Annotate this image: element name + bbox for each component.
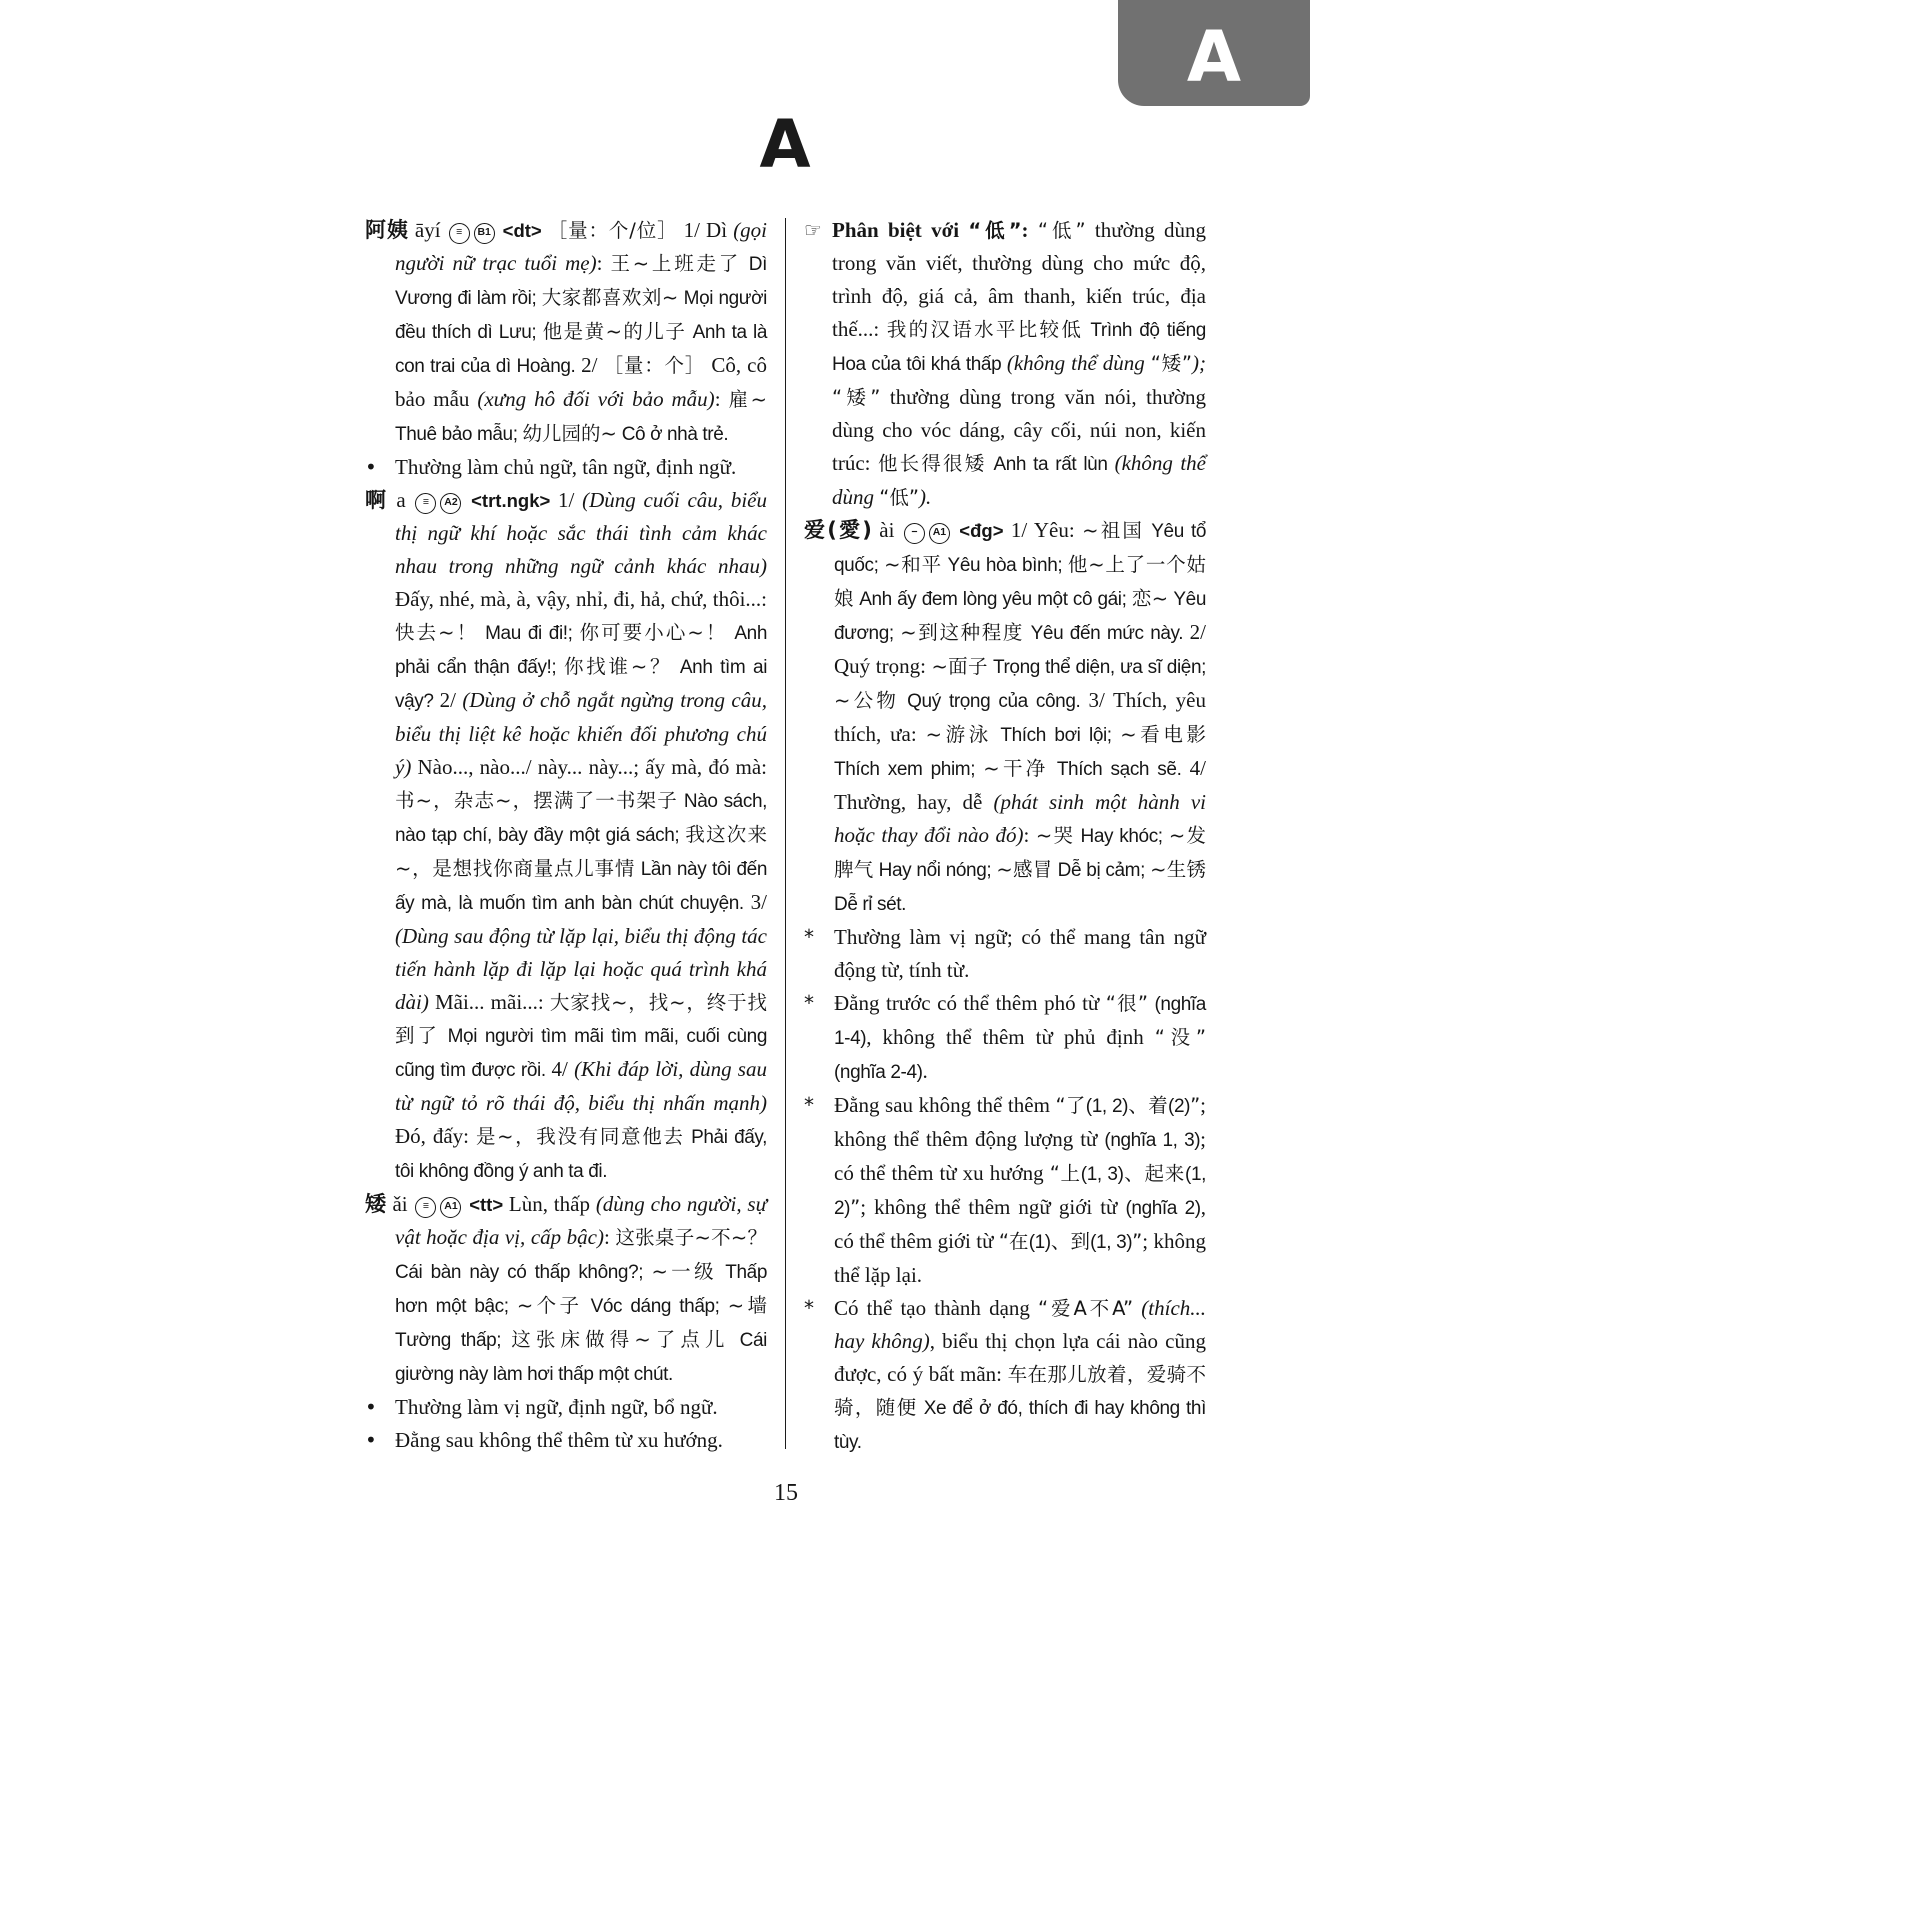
text-run: ~游泳 — [925, 723, 992, 746]
text-run: Tường thấp; — [395, 1330, 512, 1351]
text-run: “低” — [1037, 219, 1086, 242]
text-run: <trt.ngk> — [463, 490, 558, 511]
text-run: 是~，我没有同意他去 — [475, 1125, 685, 1148]
text-run: . — [922, 1059, 928, 1083]
text-run: Phân biệt với — [832, 218, 969, 242]
text-run: “了 — [1055, 1094, 1086, 1117]
dictionary-entry — [365, 1188, 767, 1391]
text-run: 我这次来~，是想找你商量点儿事情 — [395, 823, 767, 880]
level-badge: − — [904, 523, 925, 544]
text-run: ). — [918, 485, 932, 509]
text-run: ~生锈 — [1150, 858, 1206, 881]
dictionary-entry — [804, 514, 1206, 921]
list-marker-icon: • — [365, 1428, 377, 1452]
page-number: 15 — [774, 1480, 798, 1506]
text-run: (gọi người nữ trạc tuổi mẹ) — [395, 218, 768, 275]
text-run: Nào sách, nào tạp chí, bày đầy một giá sách; — [395, 791, 767, 846]
text-run: 恋~ — [1131, 587, 1169, 610]
text-run: Thường làm chủ ngữ, tân ngữ, định ngữ. — [395, 455, 737, 479]
text-run: 我的汉语水平比较低 — [886, 318, 1084, 341]
text-run: 、起来 — [1123, 1162, 1186, 1185]
text-run: a — [388, 488, 414, 512]
bullet-note — [365, 451, 767, 484]
text-run: ~个子 — [516, 1294, 583, 1317]
text-run: Xe để ở đó, thích đi hay không thì tùy. — [834, 1398, 1206, 1453]
text-run: “上 — [1049, 1162, 1081, 1185]
text-run: (thích... hay không) — [834, 1296, 1207, 1353]
text-run: “爱A不A” — [1038, 1297, 1134, 1320]
text-run: (2) — [1168, 1096, 1191, 1117]
text-run: (Dùng ở chỗ ngắt ngừng trong câu, biểu thị liệt kê hoặc khiến đối phương chú ý) — [395, 688, 768, 779]
text-run: <dt> — [496, 220, 548, 241]
text-run: Đó, đấy: — [395, 1124, 476, 1148]
text-run: ; không thể thêm ngữ giới từ — [860, 1195, 1126, 1219]
level-badge: A1 — [929, 523, 950, 544]
text-run: ~公物 — [834, 689, 900, 712]
text-run: 王~上班走了 — [610, 252, 742, 275]
text-run: ; không thể thêm động lượng từ — [834, 1093, 1207, 1151]
text-run: Thường làm vị ngữ, định ngữ, bổ ngữ. — [395, 1395, 718, 1419]
text-run: <tt> — [463, 1194, 509, 1215]
text-run: ~看电影 — [1120, 723, 1206, 746]
text-run: : — [596, 251, 611, 275]
star-note — [804, 987, 1206, 1089]
text-run: 他长得很矮 — [877, 452, 987, 475]
text-run: Anh ấy đem lòng yêu một cô gái; — [853, 589, 1132, 610]
text-run: Thường làm vị ngữ; có thể mang tân ngữ động từ, tính từ. — [834, 925, 1206, 982]
text-run: 你找谁~？ — [563, 655, 673, 678]
text-run: 1/ — [557, 488, 583, 512]
text-run: Thích xem phim; — [834, 759, 984, 780]
list-marker-icon: • — [365, 1395, 377, 1419]
text-run: ~哭 — [1035, 824, 1075, 847]
text-run: 这张桌子~不~？ — [615, 1226, 767, 1249]
text-run: “低” — [879, 486, 919, 509]
text-run: (nghĩa 1, 3) — [1104, 1130, 1201, 1151]
text-run: : — [1023, 823, 1036, 847]
level-badge: ≡ — [415, 493, 436, 514]
star-note — [804, 1292, 1206, 1459]
text-run: Mọi người đều thích dì Lưu; — [395, 288, 767, 343]
text-run: Cô, cô bảo mẫu — [395, 353, 767, 411]
text-run: Yêu đương; — [834, 589, 1206, 644]
dictionary-entry — [365, 214, 767, 451]
text-run: Thích sạch sẽ. — [1048, 759, 1190, 780]
text-run: Dễ bị cảm; — [1052, 860, 1151, 881]
text-run: Đằng sau không thể thêm — [834, 1093, 1056, 1117]
headword: 爱(愛) — [804, 518, 872, 542]
text-run: āyí — [408, 218, 447, 242]
text-run: (Dùng cuối câu, biểu thị ngữ khí hoặc sắc thái tình cảm khác nhau trong những ngữ cảnh khác nhau) — [395, 488, 767, 578]
level-badge: A1 — [440, 1197, 461, 1218]
text-run: : — [714, 387, 729, 411]
text-run: Dì Vương đi làm rồi; — [395, 254, 767, 309]
text-run: ~祖国 — [1082, 519, 1145, 542]
text-run: Thấp hơn một bậc; — [395, 1262, 767, 1317]
text-run: (không thể dùng — [832, 451, 1206, 509]
list-marker-icon: * — [804, 925, 814, 949]
text-run: 2/ — [581, 353, 604, 377]
text-run: Dễ rỉ sét. — [834, 894, 907, 915]
text-run: 、着 — [1128, 1094, 1169, 1117]
text-run: , không thể thêm từ phủ định — [866, 1025, 1155, 1049]
text-run: 车在那儿放着，爱骑不骑，随便 — [834, 1363, 1206, 1419]
text-run: ~墙 — [727, 1294, 767, 1317]
hand-note — [804, 214, 1206, 514]
text-run: (1, 3) — [1090, 1232, 1133, 1253]
text-run: (nghĩa 2) — [1125, 1198, 1201, 1219]
text-run: Có thể tạo thành dạng — [834, 1296, 1039, 1320]
text-run: Yêu hòa bình; — [941, 555, 1068, 576]
text-run: “在 — [998, 1230, 1029, 1253]
section-tab — [1118, 0, 1310, 106]
text-run: 2/ Quý trọng: — [834, 620, 1206, 678]
dictionary-content — [365, 214, 1207, 1459]
text-run: Phải đấy, tôi không đồng ý anh ta đi. — [395, 1127, 768, 1182]
text-run: 大家都喜欢刘~ — [541, 286, 679, 309]
text-run: Đấy, nhé, mà, à, vậy, nhỉ, đi, hả, chứ, thôi...: — [395, 587, 767, 611]
text-run: (1, 2) — [834, 1164, 1206, 1219]
text-run: 书~，杂志~，摆满了一书架子 — [395, 789, 678, 812]
text-run: Yêu đến mức này. — [1024, 623, 1190, 644]
text-run: (nghĩa 1-4) — [834, 994, 1206, 1049]
dictionary-entry — [365, 484, 767, 1188]
text-run: , biểu thị chọn lựa cái nào cũng được, có ý bất mãn: — [834, 1329, 1206, 1386]
text-run: (1, 2) — [1085, 1096, 1129, 1117]
text-run: ” — [850, 1196, 861, 1219]
text-run: <đg> — [951, 520, 1011, 541]
text-run: ~感冒 — [996, 858, 1053, 881]
text-run: (không thể dùng — [1006, 351, 1151, 375]
text-run: “低” — [968, 219, 1022, 242]
text-run: ~和平 — [884, 553, 942, 576]
text-run: Anh ta là con trai của dì Hoàng. — [395, 322, 767, 377]
section-heading: A — [759, 106, 813, 183]
text-run: ; không thể lặp lại. — [834, 1229, 1206, 1287]
text-run: thường dùng trong văn viết, thường dùng cho mức độ, trình độ, giá cả, âm thanh, kiến trúc, địa thế...: — [832, 218, 1206, 341]
text-run: 他~上了一个姑娘 — [834, 553, 1207, 610]
text-run: 3/ Thích, yêu thích, ưa: — [834, 688, 1206, 746]
text-run: Cái bàn này có thấp không?; — [395, 1262, 652, 1283]
text-run: (xưng hô đối với bảo mẫu) — [477, 387, 715, 411]
text-run: ［量：个/位］ — [547, 219, 678, 242]
text-run: 、到 — [1050, 1230, 1091, 1253]
headword: 啊 — [365, 488, 389, 512]
text-run: Anh phải cẩn thận đấy!; — [395, 623, 768, 678]
text-run: ” — [1190, 1094, 1201, 1117]
text-run: 他是黄~的儿子 — [542, 320, 687, 343]
text-run: ǎi — [386, 1192, 414, 1216]
list-marker-icon: • — [365, 455, 377, 479]
text-run: Yêu tổ quốc; — [834, 521, 1206, 576]
star-note — [804, 1089, 1206, 1292]
text-run: ~一级 — [651, 1260, 717, 1283]
text-run: 1/ Dì — [677, 218, 734, 242]
text-run: (nghĩa 2-4) — [834, 1062, 923, 1083]
text-run: (phát sinh một hành vi hoặc thay đổi nào đó) — [834, 790, 1206, 847]
level-badge: ≡ — [415, 1197, 436, 1218]
text-run: “很” — [1105, 992, 1148, 1015]
text-run: : — [604, 1225, 616, 1249]
text-run: Mãi... mãi...: — [428, 990, 550, 1014]
left-column — [365, 214, 767, 1459]
text-run: Thích bơi lội; — [991, 725, 1121, 746]
text-run: Đằng sau không thể thêm từ xu hướng. — [395, 1428, 723, 1452]
text-run: , có thể thêm giới từ — [834, 1195, 1206, 1253]
text-run: Cô ở nhà trẻ. — [616, 424, 729, 445]
text-run: ~面子 — [931, 655, 988, 678]
text-run: Thuê bảo mẫu; — [395, 424, 523, 445]
text-run: Mọi người tìm mãi tìm mãi, cuối cùng cũng tìm được rồi. — [395, 1026, 767, 1081]
star-note — [804, 921, 1206, 987]
list-marker-icon: * — [804, 1296, 814, 1320]
text-run: Hay nổi nóng; — [873, 860, 997, 881]
level-badge: ≡ — [449, 223, 470, 244]
text-run: Nào..., nào.../ này... này...; ấy mà, đó mà: — [411, 755, 767, 779]
text-run: 2/ — [439, 688, 463, 712]
bullet-note — [365, 1391, 767, 1424]
text-run: Anh ta rất lùn — [986, 454, 1115, 475]
text-run: (Dùng sau động từ lặp lại, biểu thị động tác tiến hành lặp đi lặp lại hoặc quá trình khá dài) — [395, 924, 767, 1014]
text-run: 1/ Yêu: — [1010, 518, 1083, 542]
right-column — [804, 214, 1206, 1459]
text-run: Hay khóc; — [1074, 826, 1169, 847]
text-run: Lùn, thấp — [508, 1192, 596, 1216]
text-run: Cái giường này làm hơi thấp một chút. — [395, 1330, 767, 1385]
text-run: Trình độ tiếng Hoa của tôi khá thấp — [832, 320, 1206, 375]
text-run: Trọng thể diện, ưa sĩ diện; — [987, 657, 1207, 678]
text-run: 4/ — [551, 1057, 575, 1081]
section-tab-letter: A — [1186, 16, 1242, 98]
text-run: 3/ — [750, 890, 767, 914]
text-run: Lần này tôi đến ấy mà, là muốn tìm anh bàn chút chuyện. — [395, 859, 767, 914]
text-run: ［量：个］ — [603, 354, 706, 377]
text-run: 快去~！ — [395, 621, 479, 644]
text-run: Anh tìm ai vậy? — [395, 657, 768, 712]
text-run: 大家找~，找~，终于找到了 — [395, 991, 767, 1047]
text-run: ; có thể thêm từ xu hướng — [834, 1127, 1207, 1185]
level-badge: B1 — [474, 223, 495, 244]
text-run: Quý trọng của công. — [899, 691, 1089, 712]
text-run: “没” — [1154, 1026, 1206, 1049]
text-run: (1, 3) — [1080, 1164, 1124, 1185]
text-run: 幼儿园的~ — [522, 422, 617, 445]
text-run: (1) — [1028, 1232, 1051, 1253]
text-run: 你可要小心~！ — [579, 621, 728, 644]
text-run: ài — [871, 518, 902, 542]
text-run: (dùng cho người, sự vật hoặc địa vị, cấp bậc) — [395, 1192, 768, 1249]
list-marker-icon: ☞ — [804, 218, 822, 242]
text-run: “矮” — [1150, 352, 1192, 375]
list-marker-icon: * — [804, 991, 814, 1015]
text-run: Vóc dáng thấp; — [582, 1296, 728, 1317]
list-marker-icon: * — [804, 1093, 814, 1117]
level-badge: A2 — [440, 493, 461, 514]
text-run: thường dùng trong văn nói, thường dùng cho vóc dáng, cây cối, núi non, kiến trúc: — [832, 385, 1206, 475]
bullet-note — [365, 1424, 767, 1457]
text-run: ~干净 — [983, 757, 1049, 780]
column-divider — [785, 218, 786, 1449]
text-run: (Khi đáp lời, dùng sau từ ngữ tỏ rõ thái độ, biểu thị nhấn mạnh) — [395, 1057, 767, 1115]
headword: 矮 — [365, 1192, 387, 1216]
text-run: ); — [1191, 351, 1206, 375]
text-run: 这张床做得~了点儿 — [511, 1328, 730, 1351]
text-run: ” — [1132, 1230, 1143, 1253]
headword: 阿姨 — [365, 218, 409, 242]
text-run: 雇~ — [728, 388, 767, 411]
text-run: “矮” — [832, 386, 881, 409]
text-run: Mau đi đi!; — [478, 623, 580, 644]
text-run: Đằng trước có thể thêm phó từ — [834, 991, 1106, 1015]
text-run: ~到这种程度 — [900, 621, 1025, 644]
text-run: 4/ Thường, hay, dễ — [834, 756, 1206, 814]
text-run: ~发脾气 — [834, 824, 1206, 881]
text-run: : — [1021, 218, 1038, 242]
